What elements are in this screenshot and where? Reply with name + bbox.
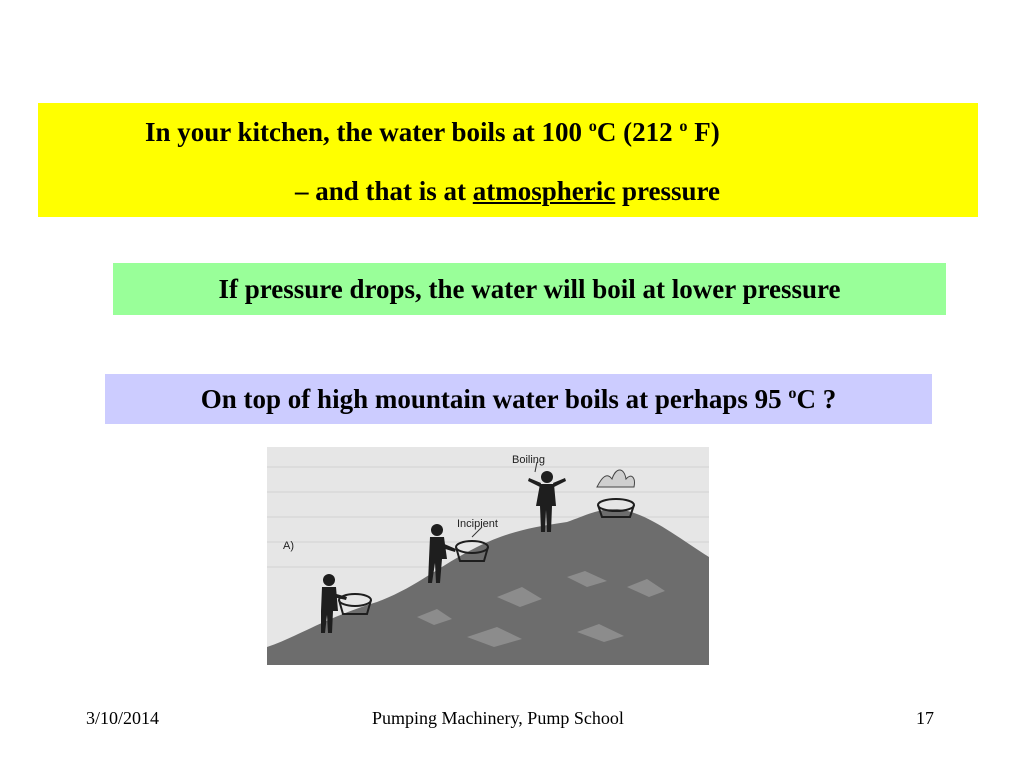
atmospheric-underlined: atmospheric: [472, 176, 616, 206]
illustration-label-a: A): [283, 540, 294, 552]
line1-text-b: C (212: [596, 117, 680, 147]
degree-sup-3: o: [788, 383, 797, 402]
degree-sup-1: o: [588, 117, 597, 135]
footer-title: Pumping Machinery, Pump School: [372, 708, 624, 728]
illustration-label-boiling: Boiling: [512, 454, 546, 466]
mountain-boiling-illustration: [267, 447, 709, 665]
mountain-text-b: C ?: [796, 383, 837, 414]
pressure-drop-box: [113, 263, 946, 315]
kitchen-boiling-line1: [145, 117, 720, 148]
degree-sup-2: o: [679, 117, 688, 135]
line1-text-a: In your kitchen, the water boils at 100: [145, 117, 589, 147]
kitchen-boiling-box: [38, 103, 978, 217]
line1-text-c: F): [687, 117, 720, 147]
mountain-boiling-box: [105, 374, 932, 424]
line2-text-b: pressure: [615, 176, 721, 206]
pressure-drop-text: If pressure drops, the water will boil at lower pressure: [218, 273, 841, 304]
illustration-label-incipient: Incipient: [457, 518, 498, 530]
kitchen-boiling-line2: [295, 176, 720, 207]
mountain-boiling-text: [201, 384, 836, 415]
mountain-illustration-svg: [267, 447, 709, 665]
line2-text-a: – and that is at: [295, 176, 473, 206]
footer-date: 3/10/2014: [86, 708, 160, 728]
mountain-text-a: On top of high mountain water boils at perhaps 95: [200, 383, 789, 414]
footer-page-number: 17: [916, 708, 934, 728]
